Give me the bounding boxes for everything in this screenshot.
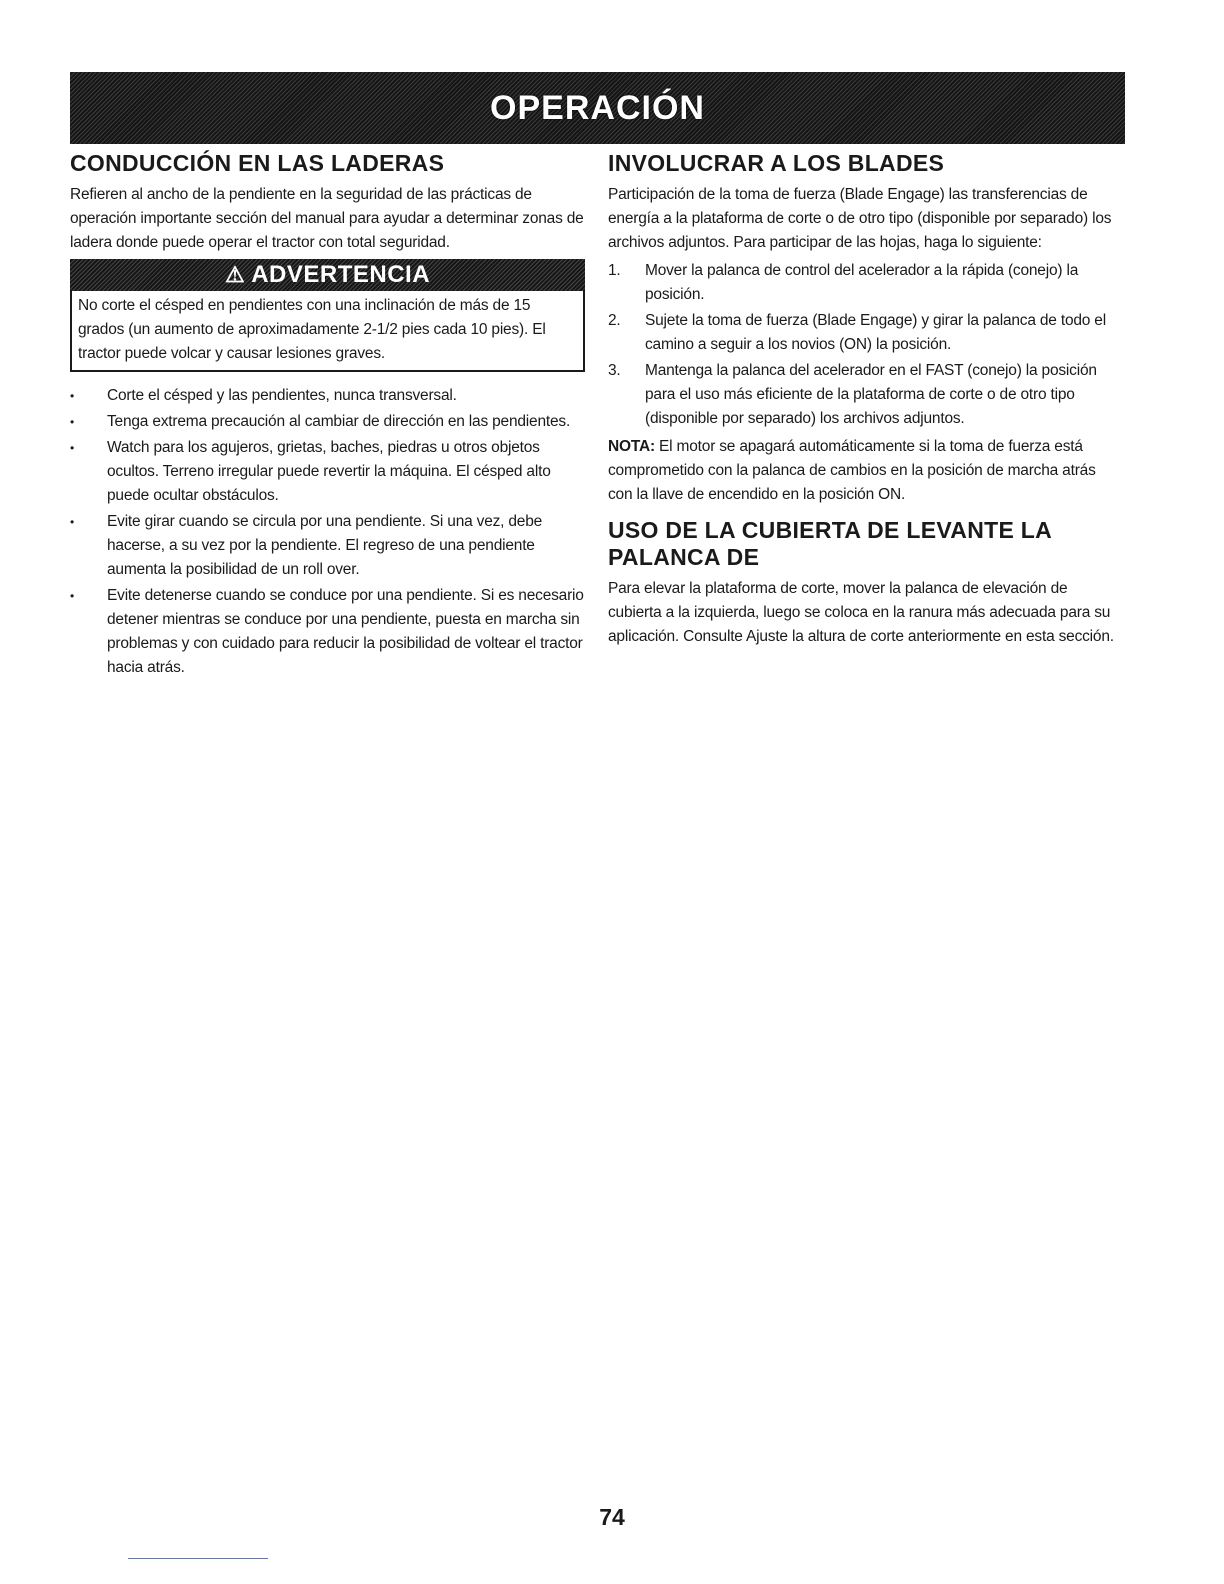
list-item: 1. Mover la palanca de control del acelerador a la rápida (conejo) la posición. [608,262,1079,303]
banner-title: OPERACIÓN [490,88,705,127]
list-item: • Corte el césped y las pendientes, nunca transversal. [70,384,585,408]
bullet-icon: • [70,441,75,455]
bullet-icon: • [70,389,75,403]
heading-slopes: CONDUCCIÓN EN LAS LADERAS [70,150,445,176]
warning-title: ADVERTENCIA [251,261,431,288]
blades-intro: Participación de la toma de fuerza (Blade Engage) las transferencias de energía a la plataforma de corte o de otro tipo (disponible por separado) los archivos adjuntos. Para participar de las hojas, haga lo siguiente: [608,186,1112,251]
warning-header [70,259,585,291]
warning-box [70,259,585,372]
note-label: NOTA: [608,438,655,455]
deck-lift-paragraph: Para elevar la plataforma de corte, mover la palanca de elevación de cubierta a la izquierda, luego se coloca en la ranura más adecuada para su aplicación. Consulte Ajuste la altura de corte anteriormente en esta sección. [608,580,1114,645]
warning-text: No corte el césped en pendientes con una inclinación de más de 15 grados (un aumento de aproximadamente 2-1/2 pies cada 10 pies). El tractor puede volcar y causar lesiones graves. [78,297,546,362]
bullet-icon: • [70,589,75,603]
heading-deck-lift: USO DE LA CUBIERTA DE LEVANTE LA PALANCA DE [608,517,1052,570]
note-text: El motor se apagará automáticamente si la toma de fuerza está comprometido con la palanca de cambios en la posición de marcha atrás con la llave de encendido en la posición ON. [608,438,1096,503]
slopes-intro: Refieren al ancho de la pendiente en la seguridad de las prácticas de operación importante sección del manual para ayudar a determinar zonas de ladera donde puede operar el tractor con total seguridad. [70,186,584,251]
list-item: • Evite girar cuando se circula por una pendiente. Si una vez, debe hacerse, a su vez por la pendiente. El regreso de una pendiente aumenta la posibilidad de un roll over. [70,510,585,582]
list-item: 3. Mantenga la palanca del acelerador en el FAST (conejo) la posición para el uso más eficiente de la plataforma de corte o de otro tipo (disponible por separado) los archivos adjuntos. [608,362,1097,427]
slopes-bullet-list [70,384,585,680]
blades-steps-list [608,259,1124,431]
page-number: 74 [599,1504,625,1530]
heading-blades: INVOLUCRAR A LOS BLADES [608,150,945,176]
bullet-icon: • [70,515,75,529]
left-column [70,150,585,682]
footer-rule [128,1558,268,1559]
bullet-icon: • [70,415,75,429]
warning-triangle-icon: ⚠ [224,262,246,287]
note-paragraph [608,435,1124,507]
right-column [608,150,1124,653]
section-banner [70,72,1125,144]
list-item: • Watch para los agujeros, grietas, baches, piedras u otros objetos ocultos. Terreno irregular puede revertir la máquina. El césped alto puede ocultar obstáculos. [70,436,585,508]
list-item: 2. Sujete la toma de fuerza (Blade Engage) y girar la palanca de todo el camino a seguir a los novios (ON) la posición. [608,312,1106,353]
list-item: • Evite detenerse cuando se conduce por una pendiente. Si es necesario detener mientras se conduce por una pendiente, puesta en marcha sin problemas y con cuidado para reducir la posibilidad de voltear el tractor hacia atrás. [70,584,585,680]
list-item: • Tenga extrema precaución al cambiar de dirección en las pendientes. [70,410,585,434]
warning-body [70,291,585,372]
